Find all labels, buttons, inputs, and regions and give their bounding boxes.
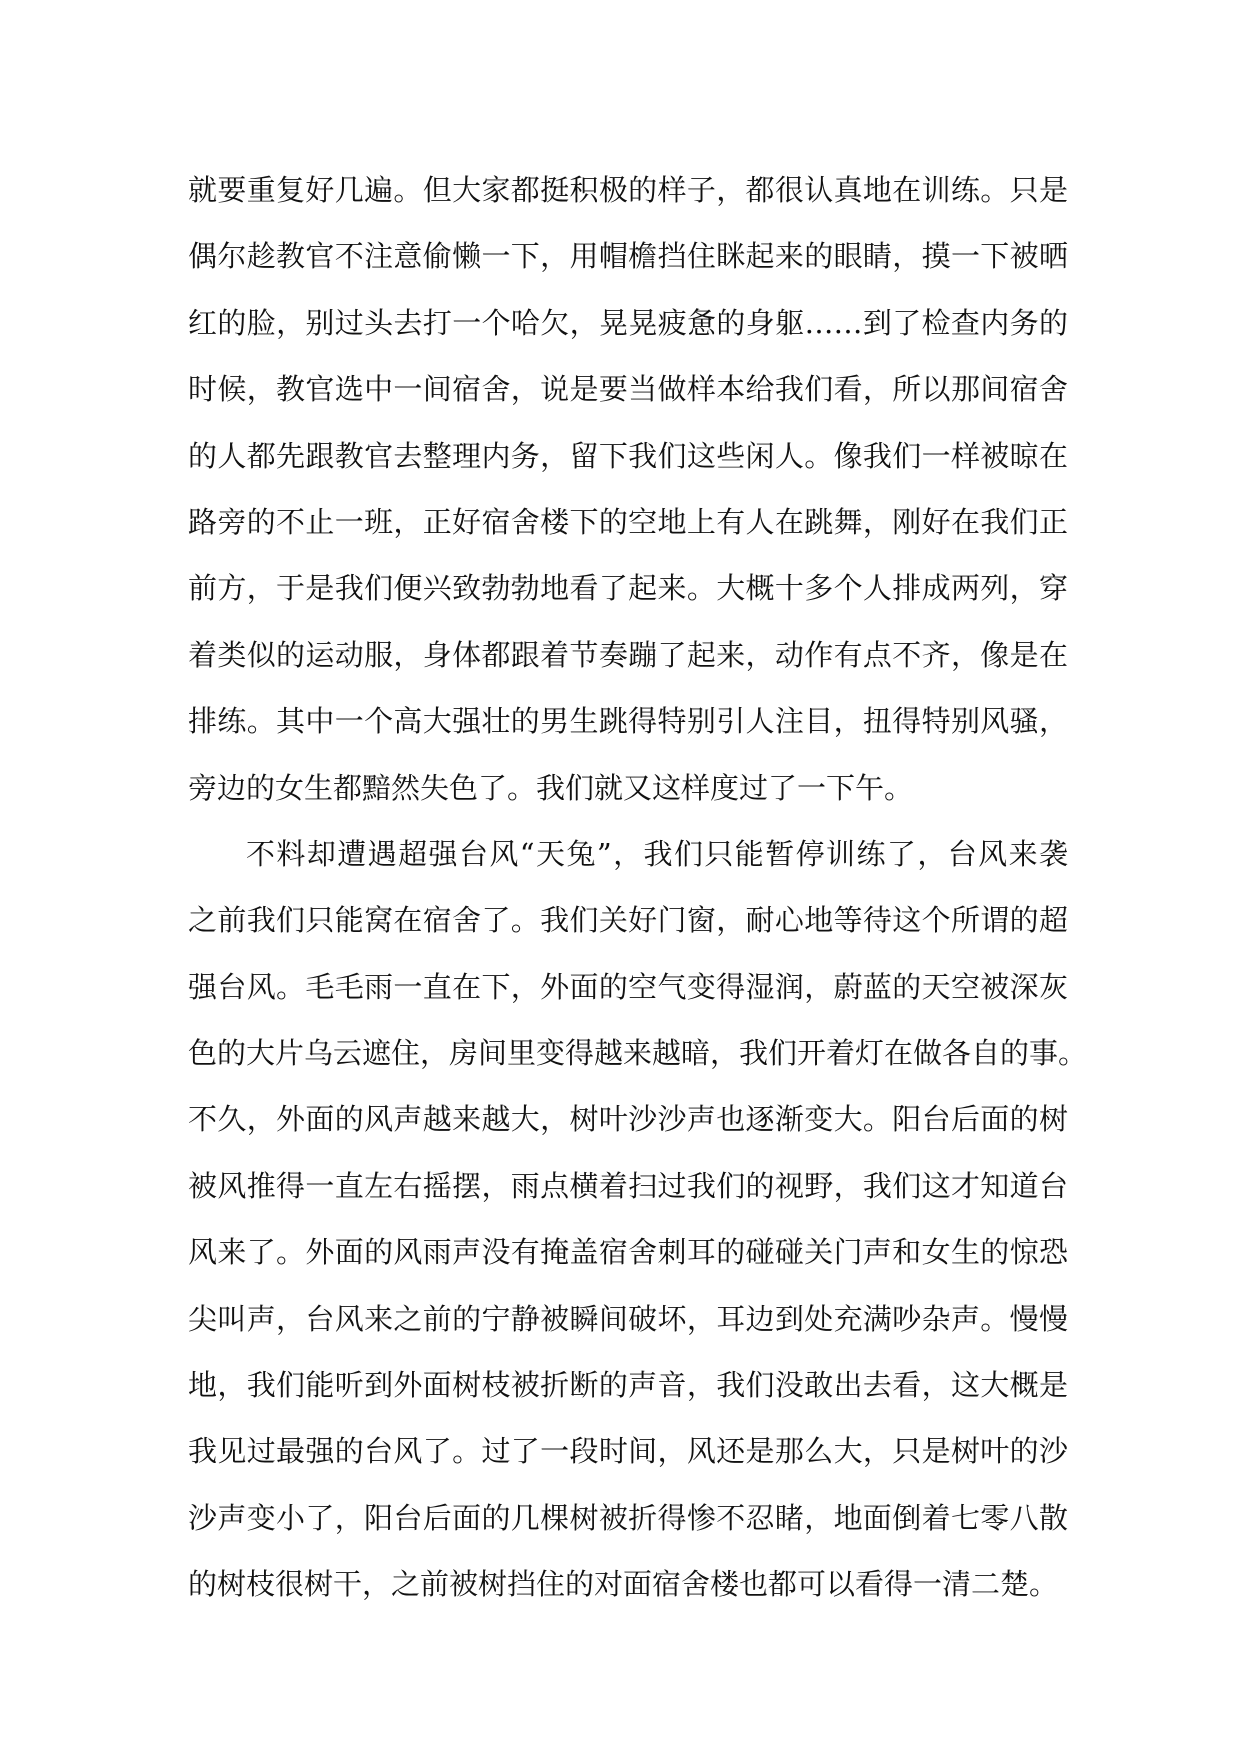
- text-line: 之前我们只能窝在宿舍了。我们关好门窗，耐心地等待这个所谓的超: [188, 903, 1068, 938]
- text-line: 偶尔趁教官不注意偷懒一下，用帽檐挡住眯起来的眼睛，摸一下被晒: [188, 239, 1068, 274]
- text-line: 尖叫声，台风来之前的宁静被瞬间破坏，耳边到处充满吵杂声。慢慢: [188, 1301, 1068, 1336]
- paragraph-1: [188, 157, 1068, 821]
- text-line: 路旁的不止一班，正好宿舍楼下的空地上有人在跳舞，刚好在我们正: [188, 504, 1068, 539]
- text-line: 风来了。外面的风雨声没有掩盖宿舍刺耳的碰碰关门声和女生的惊恐: [188, 1235, 1068, 1270]
- text-line: 被风推得一直左右摇摆，雨点横着扫过我们的视野，我们这才知道台: [188, 1168, 1068, 1203]
- text-line: 时候，教官选中一间宿舍，说是要当做样本给我们看，所以那间宿舍: [188, 372, 1068, 407]
- text-line: 就要重复好几遍。但大家都挺积极的样子，都很认真地在训练。只是: [188, 173, 1068, 207]
- text-line: 的人都先跟教官去整理内务，留下我们这些闲人。像我们一样被晾在: [188, 438, 1068, 473]
- text-line: 排练。其中一个高大强壮的男生跳得特别引人注目，扭得特别风骚，: [188, 704, 1068, 739]
- text-line: 着类似的运动服，身体都跟着节奏蹦了起来，动作有点不齐，像是在: [188, 637, 1068, 672]
- body-text: [188, 157, 1088, 1618]
- text-line: 地，我们能听到外面树枝被折断的声音，我们没敢出去看，这大概是: [188, 1368, 1068, 1403]
- text-line: 红的脸，别过头去打一个哈欠，晃晃疲惫的身躯……到了检查内务的: [188, 305, 1068, 340]
- text-line: 不料却遭遇超强台风“天兔”，我们只能暂停训练了，台风来袭: [246, 836, 1068, 871]
- text-line: 沙声变小了，阳台后面的几棵树被折得惨不忍睹，地面倒着七零八散: [188, 1500, 1068, 1535]
- text-line: 不久，外面的风声越来越大，树叶沙沙声也逐渐变大。阳台后面的树: [188, 1102, 1068, 1137]
- text-line: 强台风。毛毛雨一直在下，外面的空气变得湿润，蔚蓝的天空被深灰: [188, 969, 1068, 1004]
- text-line: 色的大片乌云遮住，房间里变得越来越暗，我们开着灯在做各自的事。: [188, 1036, 1088, 1071]
- paragraph-2: [188, 821, 1088, 1618]
- text-line: 旁边的女生都黯然失色了。我们就又这样度过了一下午。: [188, 770, 914, 805]
- text-line: 我见过最强的台风了。过了一段时间，风还是那么大，只是树叶的沙: [188, 1434, 1068, 1469]
- text-line: 前方，于是我们便兴致勃勃地看了起来。大概十多个人排成两列，穿: [188, 571, 1068, 606]
- text-line: 的树枝很树干，之前被树挡住的对面宿舍楼也都可以看得一清二楚。: [188, 1567, 1059, 1602]
